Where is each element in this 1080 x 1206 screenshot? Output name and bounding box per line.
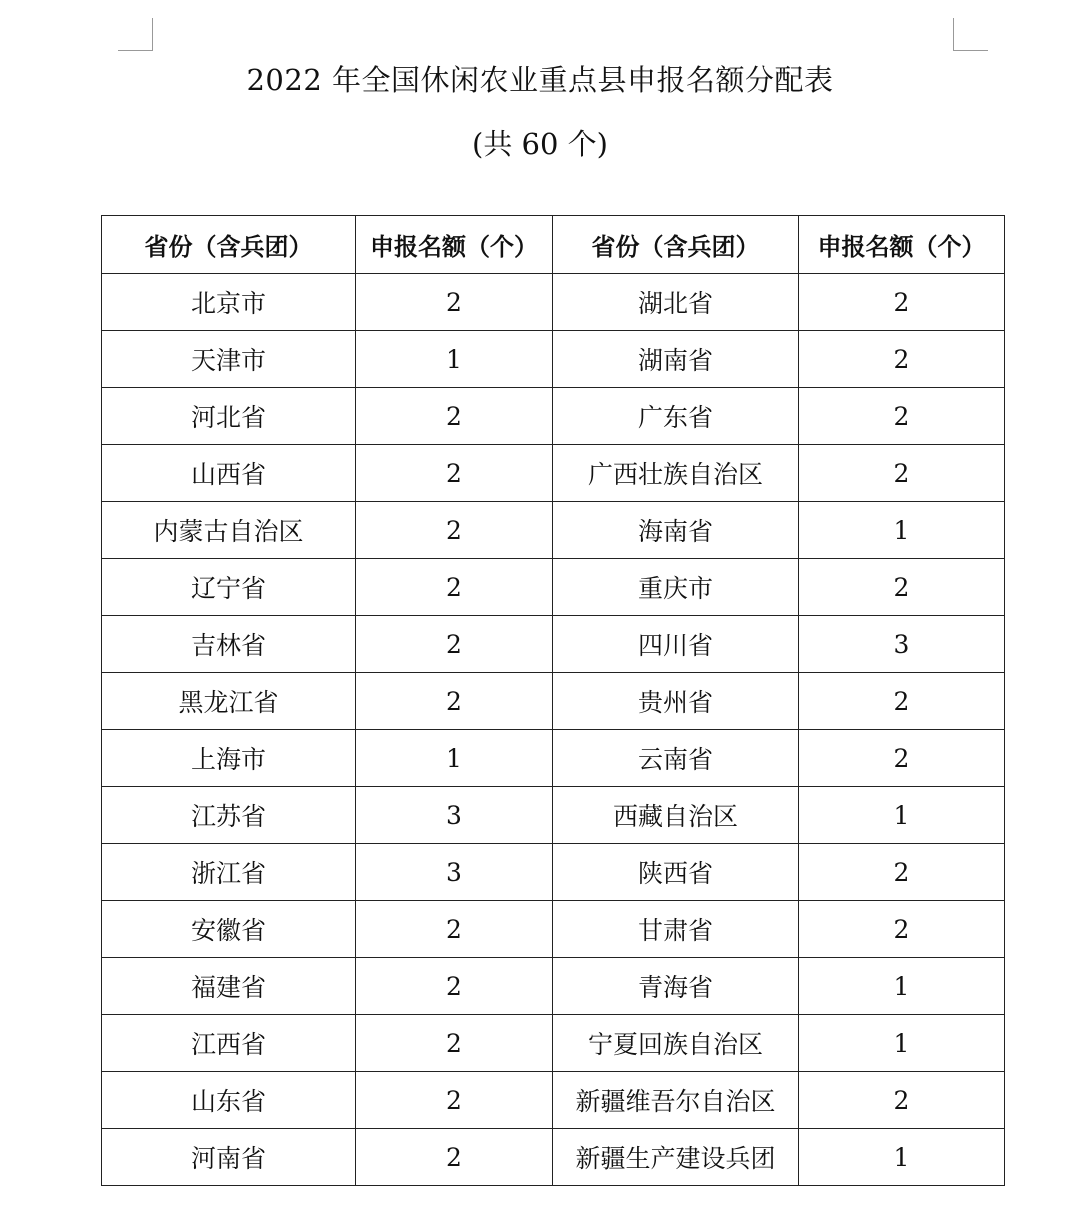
province-left-cell: 辽宁省 [102,559,356,616]
table-row [102,1129,1005,1186]
province-left-cell: 河南省 [102,1129,356,1186]
province-right-cell: 云南省 [553,730,799,787]
quota-right-cell: 2 [799,331,1005,388]
table-row [102,388,1005,445]
table-row [102,1015,1005,1072]
quota-left-cell: 3 [356,787,553,844]
quota-left-cell: 2 [356,388,553,445]
quota-right-cell: 2 [799,844,1005,901]
header-province-right: 省份（含兵团） [553,216,799,274]
table-row [102,730,1005,787]
province-right-cell: 陕西省 [553,844,799,901]
province-right-cell: 贵州省 [553,673,799,730]
quota-left-cell: 2 [356,901,553,958]
table-row [102,958,1005,1015]
province-left-cell: 浙江省 [102,844,356,901]
table-row [102,445,1005,502]
quota-table [101,215,1005,1186]
header-quota-right: 申报名额（个） [799,216,1005,274]
province-right-cell: 西藏自治区 [553,787,799,844]
province-right-cell: 湖北省 [553,274,799,331]
province-left-cell: 天津市 [102,331,356,388]
quota-left-cell: 2 [356,274,553,331]
table-row [102,616,1005,673]
province-right-cell: 重庆市 [553,559,799,616]
province-right-cell: 新疆维吾尔自治区 [553,1072,799,1129]
header-quota-left: 申报名额（个） [356,216,553,274]
quota-right-cell: 2 [799,274,1005,331]
document-subtitle: (共 60 个) [472,127,608,161]
quota-right-cell: 2 [799,901,1005,958]
quota-left-cell: 1 [356,331,553,388]
crop-mark-top-right [953,18,988,51]
document-title: 2022 年全国休闲农业重点县申报名额分配表 [246,63,834,97]
quota-right-cell: 2 [799,1072,1005,1129]
province-left-cell: 福建省 [102,958,356,1015]
quota-right-cell: 2 [799,388,1005,445]
quota-right-cell: 1 [799,958,1005,1015]
header-province-left: 省份（含兵团） [102,216,356,274]
province-left-cell: 北京市 [102,274,356,331]
province-right-cell: 广东省 [553,388,799,445]
quota-right-cell: 2 [799,730,1005,787]
quota-left-cell: 2 [356,616,553,673]
province-left-cell: 山东省 [102,1072,356,1129]
quota-left-cell: 1 [356,730,553,787]
province-right-cell: 湖南省 [553,331,799,388]
province-right-cell: 四川省 [553,616,799,673]
crop-mark-top-left [118,18,153,51]
table-row [102,787,1005,844]
province-right-cell: 青海省 [553,958,799,1015]
quota-left-cell: 2 [356,559,553,616]
province-left-cell: 上海市 [102,730,356,787]
quota-left-cell: 2 [356,958,553,1015]
table-row [102,1072,1005,1129]
province-left-cell: 吉林省 [102,616,356,673]
province-left-cell: 河北省 [102,388,356,445]
quota-left-cell: 2 [356,1015,553,1072]
province-left-cell: 内蒙古自治区 [102,502,356,559]
table-row [102,559,1005,616]
quota-right-cell: 1 [799,787,1005,844]
quota-right-cell: 2 [799,445,1005,502]
quota-right-cell: 1 [799,1015,1005,1072]
province-left-cell: 山西省 [102,445,356,502]
table-row [102,331,1005,388]
quota-left-cell: 2 [356,502,553,559]
quota-right-cell: 1 [799,1129,1005,1186]
province-left-cell: 江苏省 [102,787,356,844]
table-row [102,274,1005,331]
province-right-cell: 海南省 [553,502,799,559]
quota-left-cell: 2 [356,1072,553,1129]
table-row [102,673,1005,730]
quota-right-cell: 2 [799,559,1005,616]
province-right-cell: 广西壮族自治区 [553,445,799,502]
table-header-row [102,216,1005,274]
quota-left-cell: 2 [356,673,553,730]
table-row [102,502,1005,559]
province-left-cell: 黑龙江省 [102,673,356,730]
quota-right-cell: 2 [799,673,1005,730]
province-right-cell: 甘肃省 [553,901,799,958]
quota-right-cell: 3 [799,616,1005,673]
quota-left-cell: 2 [356,1129,553,1186]
quota-left-cell: 2 [356,445,553,502]
province-right-cell: 宁夏回族自治区 [553,1015,799,1072]
province-right-cell: 新疆生产建设兵团 [553,1129,799,1186]
quota-left-cell: 3 [356,844,553,901]
quota-right-cell: 1 [799,502,1005,559]
table-row [102,844,1005,901]
province-left-cell: 江西省 [102,1015,356,1072]
table-row [102,901,1005,958]
province-left-cell: 安徽省 [102,901,356,958]
